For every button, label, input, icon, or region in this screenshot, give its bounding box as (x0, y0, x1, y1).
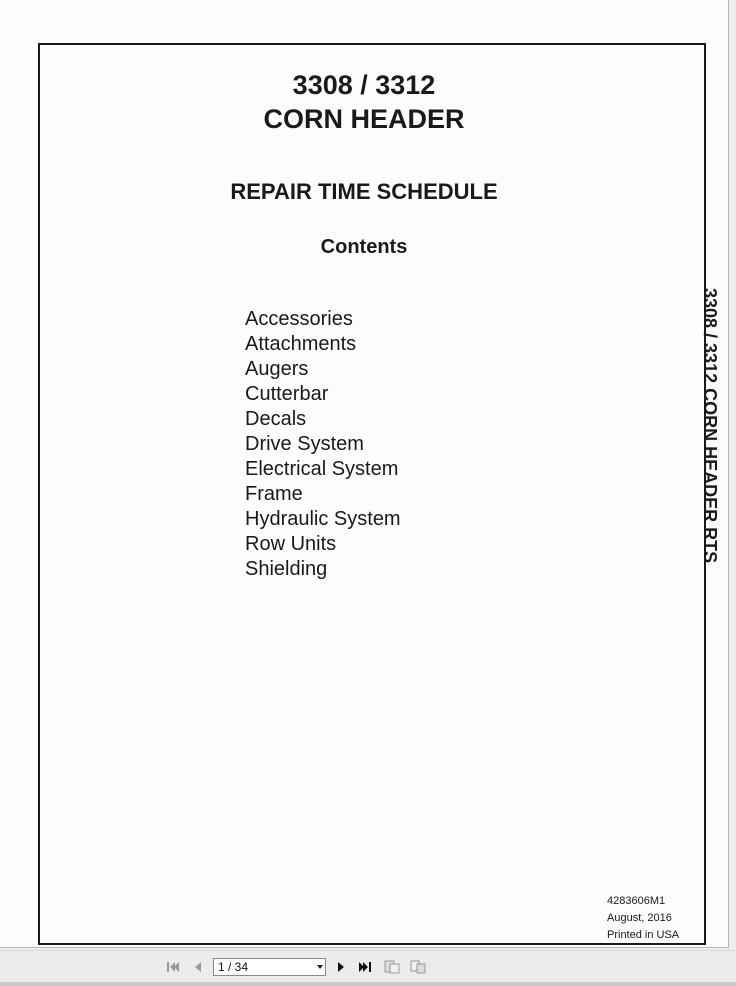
window-bottom-edge (0, 982, 736, 986)
schedule-title: REPAIR TIME SCHEDULE (230, 179, 498, 204)
next-page-button[interactable] (333, 959, 349, 975)
single-page-view-button[interactable] (384, 959, 400, 975)
toc-item: Drive System (245, 433, 364, 455)
printed-location: Printed in USA (607, 929, 680, 941)
first-page-icon (166, 961, 180, 973)
table-of-contents (245, 307, 401, 582)
part-number: 4283606M1 (607, 895, 666, 907)
page-footer (607, 893, 679, 944)
page-navigation-bar (0, 950, 736, 983)
toc-item: Accessories (245, 308, 353, 330)
page-number-select[interactable] (213, 958, 326, 976)
toc-item: Frame (245, 483, 303, 505)
publication-date: August, 2016 (607, 912, 672, 924)
toc-item: Row Units (245, 533, 337, 555)
toc-item: Cutterbar (245, 383, 329, 405)
toc-item: Electrical System (245, 458, 399, 480)
toc-item: Decals (245, 408, 307, 430)
previous-page-button[interactable] (190, 959, 206, 975)
two-page-view-button[interactable] (410, 959, 426, 975)
toc-item: Shielding (245, 558, 328, 580)
last-page-button[interactable] (357, 959, 373, 975)
contents-heading: Contents (320, 236, 408, 258)
single-page-view-icon (384, 960, 400, 974)
toc-item: Attachments (245, 333, 357, 355)
last-page-icon (358, 961, 372, 973)
chevron-down-icon (317, 965, 323, 969)
next-page-icon (336, 961, 346, 973)
previous-page-icon (193, 961, 203, 973)
toc-item: Hydraulic System (245, 508, 401, 530)
product-title: CORN HEADER (263, 104, 465, 134)
model-title: 3308 / 3312 (292, 70, 436, 100)
two-page-view-icon (410, 960, 426, 974)
toc-item: Augers (245, 358, 309, 380)
first-page-button[interactable] (165, 959, 181, 975)
side-tab-title: 3308 / 3312 CORN HEADER RTS (700, 288, 720, 564)
page-indicator: 1 / 34 (218, 960, 249, 974)
